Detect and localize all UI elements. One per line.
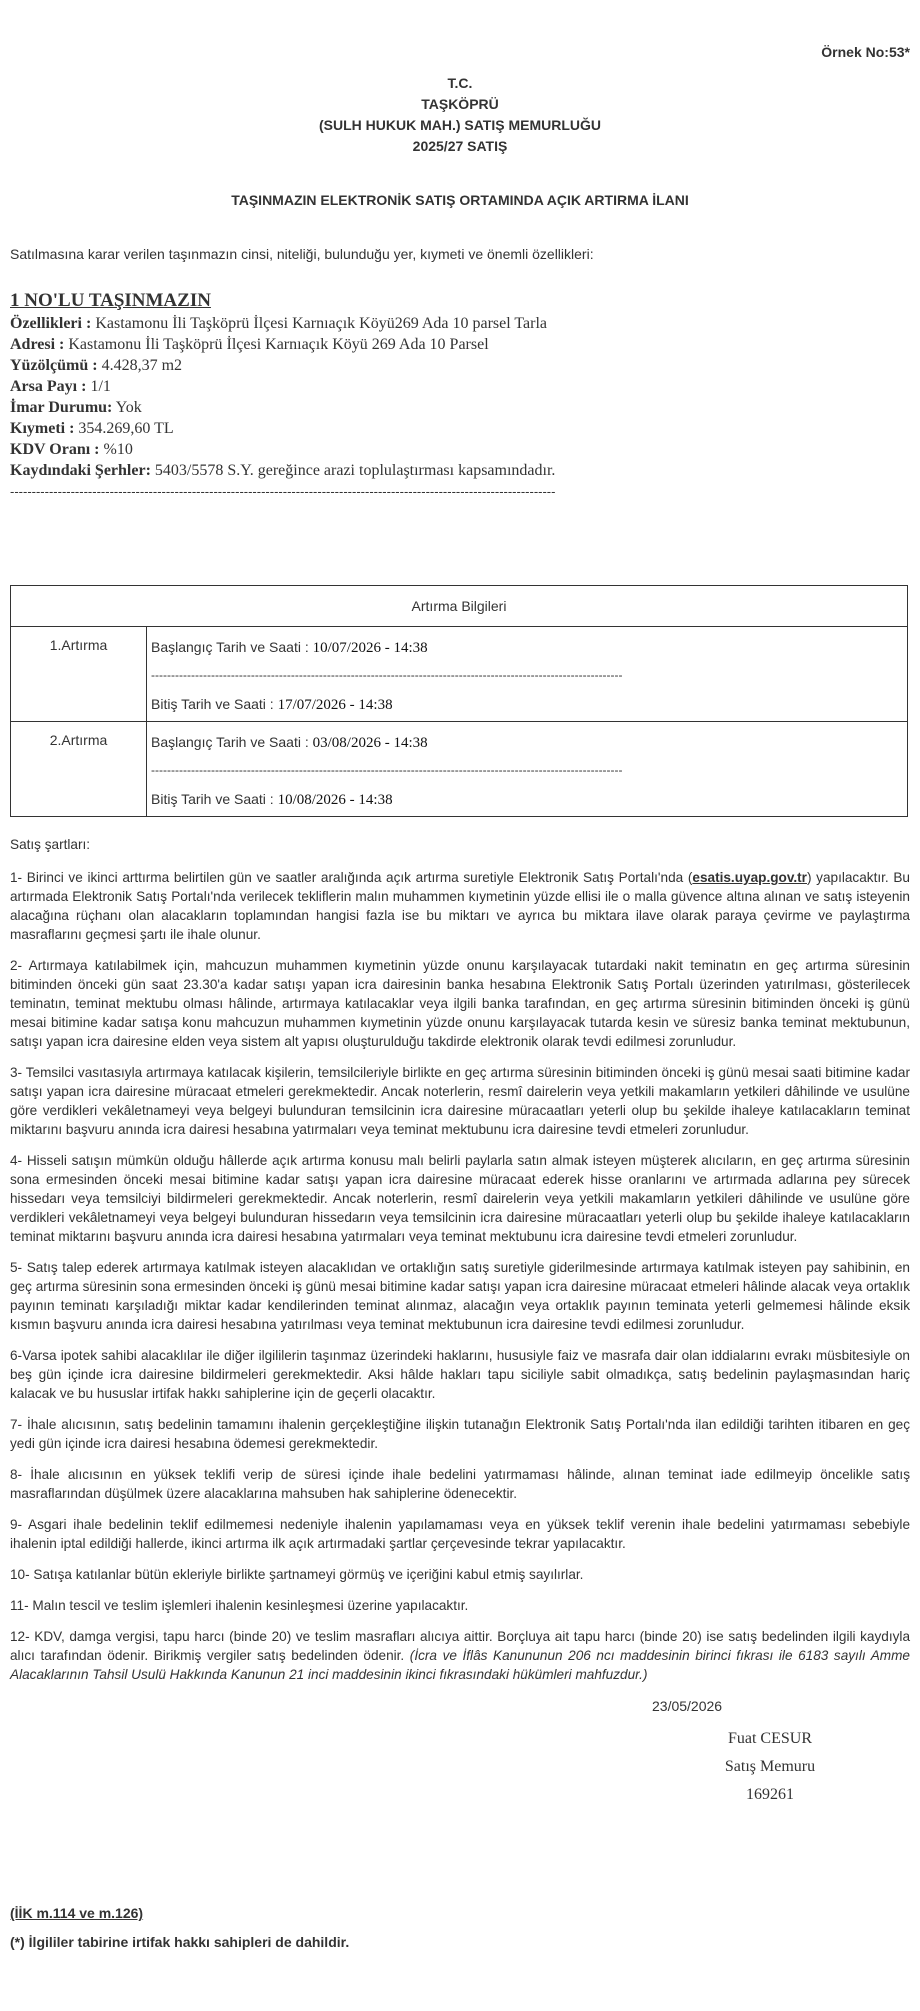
property-row (10, 376, 910, 397)
condition-item: 3- Temsilci vasıtasıyla artırmaya katılacak kişilerin, temsilcileriyle birlikte en geç artırma süresinin bitiminden önceki iş günü mesai saati bitimine kadar satışı yapan icra dairesine müracaat etmeleri gerekmektedir. Ancak noterlerin, resmî dairelerin veya yetkili makamların yetkileri dâhilinde ve usulüne göre verdikleri vekâletnameyi veya belgeyi bulunduran temsilcinin icra dairesine müracaatları yeterli olup bu şekilde ihaleye katılacakların teminat miktarını başvuru anında icra dairesi hesabına yatırmaları veya teminat mektubunu icra dairesine tevdi etmeleri zorunludur. (10, 1065, 910, 1137)
signer-name: Fuat CESUR (727, 1730, 812, 1747)
property-row (10, 397, 910, 418)
law-reference: (İİK m.114 ve m.126) (10, 1905, 144, 1921)
auction-round-info (147, 627, 908, 722)
property-label: Yüzölçümü : (10, 357, 98, 374)
heading-line: T.C. (447, 75, 473, 91)
condition-item: 7- İhale alıcısının, satış bedelinin tamamını ihalenin gerçekleştiğine ilişkin tutanağın Elektronik Satış Portalı'nda ilan edildiği tarihten itibaren en geç yedi gün içinde icra dairesi hesabına ödemesi gerekmektedir. (10, 1417, 910, 1451)
property-title: 1 NO'LU TAŞINMAZIN (10, 290, 211, 311)
auction-round-label: 2.Artırma (11, 722, 147, 817)
footnote: (*) İlgililer tabirine irtifak hakkı sahipleri de dahildir. (10, 1934, 350, 1950)
condition-item: 10- Satışa katılanlar bütün ekleriyle birlikte şartnameyi görmüş ve içeriğini kabul etmiş sayılırlar. (10, 1567, 584, 1582)
property-label: Adresi : (10, 336, 65, 353)
auction-separator: ---------------------------------------------------------------------------------------------------------------------- (151, 763, 623, 777)
document-heading (10, 73, 910, 157)
condition-item: 6-Varsa ipotek sahibi alacaklılar ile diğer ilgililerin taşınmaz üzerindeki haklarını, hususiyle faiz ve masrafa dair olan iddialarını evrakı müsbitesiyle on beş gün içinde icra dairesine bildirmeleri gerekmektedir. Aksi hâlde hakları tapu siciliyle sabit olmadıkça, satış bedelinin paylaşmasından hariç kalacak ve bu hususlar irtifak hakkı sahiplerine için de geçerli olacaktır. (10, 1348, 910, 1401)
property-value: 5403/5578 S.Y. gereğince arazi toplulaştırması kapsamındadır. (150, 462, 556, 479)
auction-end-value: 17/07/2026 - 14:38 (277, 697, 393, 713)
property-value: Kastamonu İli Taşköprü İlçesi Karnıaçık Köyü 269 Ada 10 Parsel (64, 336, 489, 353)
property-label: Özellikleri : (10, 315, 92, 332)
auction-start-value: 03/08/2026 - 14:38 (312, 735, 428, 751)
section-divider: ------------------------------------------------------------------------------------------------------------------------------ (10, 484, 556, 499)
signer-title: Satış Memuru (724, 1758, 816, 1775)
auction-round-label: 1.Artırma (11, 627, 147, 722)
auction-start-value: 10/07/2026 - 14:38 (312, 640, 428, 656)
auction-end: Bitiş Tarih ve Saati : 17/07/2026 - 14:38 (151, 696, 393, 713)
signer-number: 169261 (746, 1786, 794, 1803)
property-value: Yok (112, 399, 142, 416)
ilan-title: TAŞINMAZIN ELEKTRONİK SATIŞ ORTAMINDA AÇIK ARTIRMA İLANI (231, 192, 689, 208)
auction-start: Başlangıç Tarih ve Saati : 03/08/2026 - 14:38 (151, 734, 428, 751)
condition-item: 4- Hisseli satışın mümkün olduğu hâllerde açık artırma konusu malı belirli paylarla satın almak isteyen müşterek alıcıların, en geç artırma süresinin sona ermesinden önceki mesai bitimine kadar satışı yapan icra dairesine müracaat ederek hisse oranlarını ve artırmada adlarına pey sürecek hissedarı veya temsilciyi bildirmeleri gerekmektedir. Ancak noterlerin, resmî dairelerin veya yetkili makamların yetkileri dâhilinde ve usulüne göre verdikleri vekâletnameyi veya belgeyi bulunduran hissedarın veya temsilcinin icra dairesine müracaatları yeterli olup bu şekilde ihaleye katılacakların teminat miktarını başvuru anında icra dairesi hesabına yatırmaları veya teminat mektubunu icra dairesine tevdi etmeleri zorunludur. (10, 1153, 910, 1244)
conditions-title: Satış şartları: (10, 837, 91, 852)
property-value: Kastamonu İli Taşköprü İlçesi Karnıaçık Köyü269 Ada 10 parsel Tarla (91, 315, 548, 332)
property-value: 354.269,60 TL (74, 420, 174, 437)
auction-end-value: 10/08/2026 - 14:38 (277, 792, 393, 808)
property-label: İmar Durumu: (10, 399, 113, 416)
property-value: 4.428,37 m2 (97, 357, 183, 374)
auction-table (10, 585, 908, 817)
intro-text: Satılmasına karar verilen taşınmazın cinsi, niteliği, bulunduğu yer, kıymeti ve önemli özellikleri: (10, 246, 594, 262)
legal-note: (İcra ve İflâs Kanununun 206 ncı maddesinin birinci fıkrası ile 6183 sayılı Amme Alacaklarının Tahsil Usulü Hakkında Kanunun 21 inci maddesinin ikinci fıkrasındaki hükümleri mahfuzdur.) (10, 1648, 910, 1682)
esatis-link[interactable]: esatis.uyap.gov.tr (692, 870, 807, 885)
signature-block (710, 1725, 830, 1809)
property-label: Kaydındaki Şerhler: (10, 462, 151, 479)
property-row (10, 334, 910, 355)
heading-line: (SULH HUKUK MAH.) SATIŞ MEMURLUĞU (318, 117, 602, 133)
condition-item: 1- Birinci ve ikinci arttırma belirtilen gün ve saatler aralığında açık artırma suretiyle Elektronik Satış Portalı'nda (esatis.uyap.gov.tr) yapılacaktır. Bu artırmada Elektronik Satış Portalı'nda verilecek tekliflerin malın muhammen kıymetinin yüzde ellisi ile o malla güvence altına alınan ve satış isteyenin alacağına rüçhanı olan alacakların toplamından hangisi fazla ise bu miktarı ve ayrıca bu miktara ilave olarak paraya çevirme ve paylaştırma masraflarını geçmesi şartı ile ihale olunur. (10, 870, 910, 942)
property-section (10, 289, 910, 502)
property-label: Kıymeti : (10, 420, 75, 437)
auction-row (11, 722, 908, 817)
condition-item: 8- İhale alıcısının en yüksek teklifi verip de süresi içinde ihale bedelini yatırmaması hâlinde, alınan teminat iade edilmeyip öncelikle satış masraflarından düşülmek üzere alacaklarına mahsuben hak sahiplerine ödenecektir. (10, 1467, 910, 1501)
property-value: 1/1 (86, 378, 111, 395)
sale-conditions (10, 835, 910, 1696)
property-row (10, 355, 910, 376)
ornek-no: Örnek No:53* (821, 44, 910, 60)
condition-item: 12- KDV, damga vergisi, tapu harcı (binde 20) ve teslim masrafları alıcıya aittir. Borçluya ait tapu harcı (binde 20) ise satış bedelinden ilgili kaydıyla alıcı tarafından ödenir. Birikmiş vergiler satış bedelinden ödenir. (İcra ve İflâs Kanununun 206 ncı maddesinin birinci fıkrası ile 6183 sayılı Amme Alacaklarının Tahsil Usulü Hakkında Kanunun 21 inci maddesinin ikinci fıkrasındaki hükümleri mahfuzdur.) (10, 1629, 910, 1682)
condition-item: 11- Malın tescil ve teslim işlemleri ihalenin kesinleşmesi üzerine yapılacaktır. (10, 1598, 469, 1613)
condition-item: 5- Satış talep ederek artırmaya katılmak isteyen alacaklıdan ve ortaklığın satış suretiyle giderilmesinde artırmaya katılmak isteyen pay sahibinin, en geç artırma süresinin sona ermesinden önceki iş günü mesai bitimine kadar satışı yapan icra dairesine müracaat etmeleri hâlinde alacak veya ortaklık payının teminatı karşıladığı miktar kadar kendilerinden teminat alınmaz, alacağın veya ortaklık payının teminata yeterli gelmemesi hâlinde eksik kısmın başvuru anında icra dairesi hesabına yatırılması veya teminat mektubunun icra dairesine tevdi edilmesi zorunludur. (10, 1260, 910, 1332)
property-label: KDV Oranı : (10, 441, 100, 458)
property-row (10, 460, 910, 481)
heading-line: 2025/27 SATIŞ (412, 138, 508, 154)
condition-item: 9- Asgari ihale bedelinin teklif edilmemesi nedeniyle ihalenin yapılamaması veya en yüksek teklif verenin ihale bedelini yatırmaması sebebiyle ihalenin iptal edildiği hallerde, ikinci artırma ilk açık artırmadaki şartlar çerçevesinde tekrar yapılacaktır. (10, 1517, 910, 1551)
heading-line: TAŞKÖPRÜ (421, 96, 499, 112)
auction-table-header: Artırma Bilgileri (11, 586, 908, 627)
property-row (10, 313, 910, 334)
property-value: %10 (99, 441, 133, 458)
auction-row (11, 627, 908, 722)
auction-round-info (147, 722, 908, 817)
signature-date: 23/05/2026 (652, 1698, 723, 1714)
auction-end: Bitiş Tarih ve Saati : 10/08/2026 - 14:38 (151, 791, 393, 808)
condition-item: 2- Artırmaya katılabilmek için, mahcuzun muhammen kıymetinin yüzde onunu karşılayacak tutardaki nakit teminatın en geç artırma süresinin bitiminden önceki gün saat 23.30'a kadar satışı yapan icra dairesinin banka hesabına Elektronik Satış Portalı üzerinden yatırılması, gösterilecek teminatın, teminat mektubu olması hâlinde, artırmaya katılacaklar veya ilgili banka tarafından, en geç artırma süresinin bitiminden önceki iş günü mesai bitimine kadar satışa konu mahcuzun muhammen kıymetinin yüzde onunu karşılayacak tutarda kesin ve süresiz banka teminat mektubunun, satışı yapan icra dairesine elden veya sistem alt yapısı oluşturulduğu takdirde elektronik olarak tevdi edilmesi zorunludur. (10, 958, 910, 1049)
property-label: Arsa Payı : (10, 378, 87, 395)
property-row (10, 418, 910, 439)
auction-start: Başlangıç Tarih ve Saati : 10/07/2026 - 14:38 (151, 639, 428, 656)
auction-separator: ---------------------------------------------------------------------------------------------------------------------- (151, 668, 623, 682)
property-row (10, 439, 910, 460)
